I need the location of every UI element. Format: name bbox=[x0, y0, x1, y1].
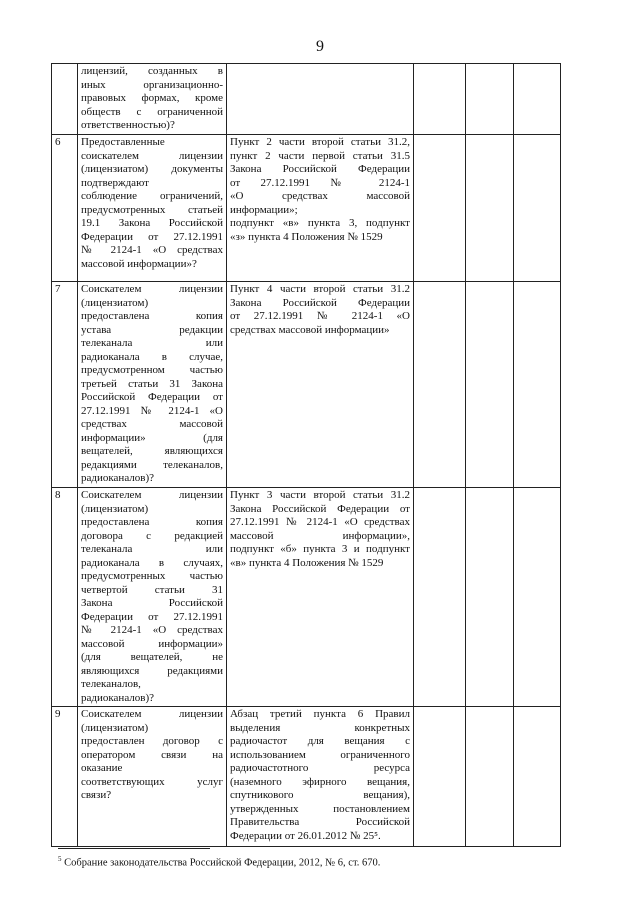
answer-na-cell bbox=[514, 135, 561, 282]
reference-line: Закона Российской Федерации bbox=[230, 296, 410, 309]
answer-yes-cell bbox=[414, 64, 466, 135]
question-line: связи? bbox=[81, 789, 112, 801]
answer-na-cell bbox=[514, 282, 561, 488]
footnote bbox=[58, 855, 380, 869]
reference-line: Пункт 4 части второй статьи 31.2 bbox=[230, 283, 410, 295]
question-line: ответственностью)? bbox=[81, 119, 175, 131]
answer-no-cell bbox=[466, 488, 514, 707]
question-line: лицензий, созданных в bbox=[81, 65, 223, 77]
question-line: (лицензиатом) bbox=[81, 296, 149, 309]
reference-line: пункт 2 части первой статьи 31.5 bbox=[230, 149, 410, 162]
question-line: телеканала или bbox=[81, 337, 223, 349]
reference-line: подпункт «б» пункта 3 и подпункт bbox=[230, 543, 410, 555]
answer-yes-cell bbox=[414, 282, 466, 488]
reference-cell bbox=[227, 707, 414, 847]
question-line: № 2124-1 «О средствах bbox=[81, 624, 223, 636]
reference-line: утвержденных постановлением bbox=[230, 802, 410, 815]
answer-yes-cell bbox=[414, 135, 466, 282]
answer-na-cell bbox=[514, 707, 561, 847]
row-number bbox=[52, 64, 78, 135]
question-line: радиоканалов)? bbox=[81, 691, 155, 704]
question-line: телеканалов, bbox=[81, 678, 141, 690]
footnote-rule bbox=[58, 848, 210, 849]
question-line: Федерации от 27.12.1991 bbox=[81, 230, 223, 243]
row-number: 7 bbox=[52, 282, 78, 488]
reference-line: «О средствах массовой bbox=[230, 190, 410, 202]
reference-line: радиочастотного ресурса bbox=[230, 762, 410, 774]
question-line: Федерации от 27.12.1991 bbox=[81, 610, 223, 623]
question-line: 27.12.1991 № 2124-1 «О bbox=[81, 404, 223, 417]
question-line: устава редакции bbox=[81, 323, 223, 336]
reference-line: средствах массовой информации» bbox=[230, 323, 390, 336]
answer-no-cell bbox=[466, 282, 514, 488]
table-row bbox=[52, 282, 561, 488]
reference-cell bbox=[227, 64, 414, 135]
reference-line: радиочастот для вещания с bbox=[230, 735, 410, 747]
page-number: 9 bbox=[316, 38, 324, 55]
reference-line: от 27.12.1991 № 2124-1 «О bbox=[230, 310, 410, 322]
reference-line: Правительства Российской bbox=[230, 816, 410, 828]
answer-no-cell bbox=[466, 135, 514, 282]
question-line: предоставлена копия bbox=[81, 516, 223, 528]
question-line: Закона Российской bbox=[81, 597, 223, 609]
question-line: Предоставленные bbox=[81, 136, 165, 148]
reference-cell bbox=[227, 488, 414, 707]
question-cell bbox=[78, 135, 227, 282]
question-line: оказание bbox=[81, 762, 123, 774]
question-line: предоставлен договор с bbox=[81, 735, 223, 747]
footnote-text: Собрание законодательства Российской Федерации, 2012, № 6, ст. 670. bbox=[64, 857, 381, 869]
question-line: Соискателем лицензии bbox=[81, 489, 223, 501]
footnote-marker: 5 bbox=[58, 855, 62, 863]
table-row bbox=[52, 707, 561, 847]
reference-line: Абзац третий пункта 6 Правил bbox=[230, 708, 410, 720]
reference-line: выделения конкретных bbox=[230, 721, 410, 734]
question-line: подтверждают bbox=[81, 176, 149, 189]
question-line: средствах массовой bbox=[81, 418, 223, 430]
question-line: иных организационно- bbox=[81, 78, 223, 91]
reference-cell bbox=[227, 282, 414, 488]
reference-line: массовой информации», bbox=[230, 529, 410, 542]
answer-no-cell bbox=[466, 707, 514, 847]
answer-no-cell bbox=[466, 64, 514, 135]
question-line: предоставлена копия bbox=[81, 310, 223, 322]
reference-line: «з» пункта 4 Положения № 1529 bbox=[230, 230, 383, 243]
question-line: третьей статьи 31 Закона bbox=[81, 377, 223, 390]
question-line: (лицензиатом) bbox=[81, 721, 149, 734]
row-number: 9 bbox=[52, 707, 78, 847]
reference-line: информации»; bbox=[230, 203, 298, 216]
question-cell bbox=[78, 488, 227, 707]
answer-na-cell bbox=[514, 488, 561, 707]
row-number: 8 bbox=[52, 488, 78, 707]
reference-line: 27.12.1991 № 2124-1 «О средствах bbox=[230, 516, 410, 528]
answer-na-cell bbox=[514, 64, 561, 135]
question-line: соблюдение ограничений, bbox=[81, 190, 223, 202]
reference-line: подпункт «в» пункта 3, подпункт bbox=[230, 217, 410, 229]
question-line: Соискателем лицензии bbox=[81, 708, 223, 720]
reference-line: (наземного эфирного вещания, bbox=[230, 775, 410, 788]
answer-yes-cell bbox=[414, 707, 466, 847]
table-row bbox=[52, 135, 561, 282]
reference-line: Пункт 3 части второй статьи 31.2 bbox=[230, 489, 410, 501]
question-line: оператором связи на bbox=[81, 748, 223, 761]
question-cell bbox=[78, 282, 227, 488]
reference-line: использованием ограниченного bbox=[230, 748, 410, 761]
reference-line: Пункт 2 части второй статьи 31.2, bbox=[230, 136, 410, 148]
question-line: договора с редакцией bbox=[81, 529, 223, 542]
question-line: (для вещателей, не bbox=[81, 651, 223, 663]
question-cell bbox=[78, 707, 227, 847]
question-line: Соискателем лицензии bbox=[81, 283, 223, 295]
question-line: Российской Федерации от bbox=[81, 391, 223, 403]
reference-line: Закона Российской Федерации от bbox=[230, 502, 410, 515]
question-line: являющихся редакциями bbox=[81, 664, 223, 677]
question-line: информации» (для bbox=[81, 431, 223, 444]
question-line: радиоканала в случае, bbox=[81, 350, 223, 363]
checklist-table bbox=[51, 63, 561, 847]
question-line: предусмотренном частью bbox=[81, 364, 223, 376]
question-line: четвертой статьи 31 bbox=[81, 583, 223, 596]
reference-line: «в» пункта 4 Положения № 1529 bbox=[230, 556, 384, 569]
question-line: правовых формах, кроме bbox=[81, 92, 223, 104]
reference-line: Федерации от 26.01.2012 № 25⁵. bbox=[230, 829, 381, 842]
question-line: предусмотренных статьей bbox=[81, 203, 223, 216]
question-line: соискателем лицензии bbox=[81, 149, 223, 162]
reference-line: от 27.12.1991 № 2124-1 bbox=[230, 176, 410, 189]
question-line: массовой информации» bbox=[81, 637, 223, 650]
reference-cell bbox=[227, 135, 414, 282]
row-number: 6 bbox=[52, 135, 78, 282]
question-line: (лицензиатом) bbox=[81, 502, 149, 515]
reference-line: спутникового вещания), bbox=[230, 789, 410, 801]
question-line: (лицензиатом) документы bbox=[81, 163, 223, 175]
table-row bbox=[52, 488, 561, 707]
answer-yes-cell bbox=[414, 488, 466, 707]
reference-line: Закона Российской Федерации bbox=[230, 163, 410, 175]
question-cell bbox=[78, 64, 227, 135]
question-line: телеканала или bbox=[81, 543, 223, 555]
question-line: обществ с ограниченной bbox=[81, 105, 223, 118]
question-line: предусмотренных частью bbox=[81, 570, 223, 582]
question-line: соответствующих услуг bbox=[81, 775, 223, 788]
question-line: массовой информации»? bbox=[81, 257, 197, 270]
question-line: радиоканала в случаях, bbox=[81, 556, 223, 569]
question-line: 19.1 Закона Российской bbox=[81, 217, 223, 229]
question-line: № 2124-1 «О средствах bbox=[81, 244, 223, 256]
question-line: редакциями телеканалов, bbox=[81, 458, 223, 471]
question-line: вещателей, являющихся bbox=[81, 445, 223, 457]
table-row bbox=[52, 64, 561, 135]
question-line: радиоканалов)? bbox=[81, 472, 155, 484]
